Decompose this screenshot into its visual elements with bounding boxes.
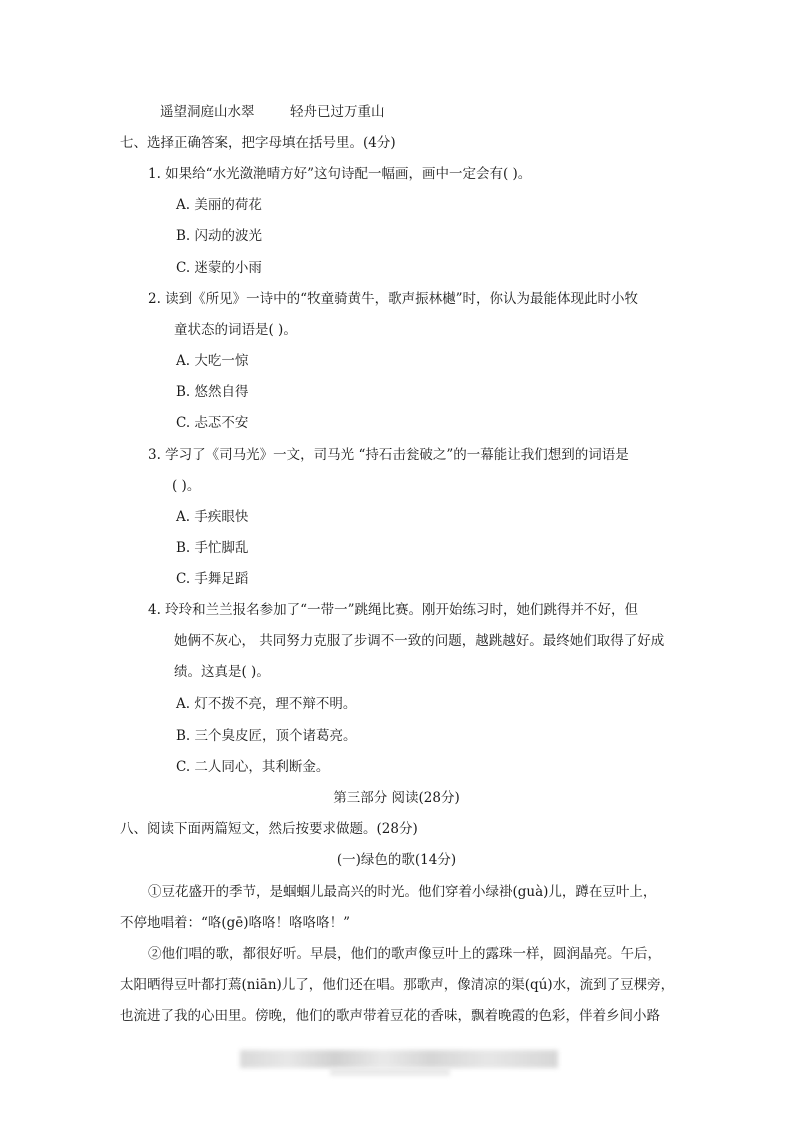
q1-stem: 1. 如果给“水光潋滟晴方好”这句诗配一幅画，画中一定会有( )。 [148, 166, 532, 182]
q1-option-a: A. 美丽的荷花 [176, 197, 262, 213]
q4-stem-line1: 4. 玲玲和兰兰报名参加了“一带一”跳绳比赛。刚开始练习时，她们跳得并不好，但 [148, 602, 638, 618]
paragraph1-line1: ①豆花盛开的季节，是蝈蝈儿最高兴的时光。他们穿着小绿褂(guà)儿，蹲在豆叶上， [148, 884, 657, 900]
section7-heading: 七、选择正确答案，把字母填在括号里。(4分) [120, 135, 396, 151]
passage-title: (一)绿色的歌(14分) [336, 852, 457, 868]
q4-stem-line3: 绩。这真是( )。 [174, 664, 270, 680]
q2-stem-line1: 2. 读到《所见》一诗中的“牧童骑黄牛，歌声振林樾”时，你认为最能体现此时小牧 [148, 291, 638, 307]
q3-stem-line2: ( )。 [172, 478, 201, 494]
q4-stem-line2: 她俩不灰心， 共同努力克服了步调不一致的问题，越跳越好。最终她们取得了好成 [174, 633, 665, 649]
q4-option-c: C. 二人同心，其利断金。 [176, 759, 330, 775]
poem-line-2: 轻舟已过万重山 [290, 104, 385, 120]
blurred-footer [240, 1050, 558, 1068]
paragraph1-line2: 不停地唱着：“咯(gē)咯咯！咯咯咯！” [120, 915, 350, 931]
paragraph2-line2: 太阳晒得豆叶都打蔫(niān)儿了，他们还在唱。那歌声，像清凉的渠(qú)水，流到了豆棵旁， [120, 977, 675, 993]
part3-title: 第三部分 阅读(28分) [333, 790, 460, 806]
q3-option-b: B. 手忙脚乱 [176, 540, 249, 556]
q4-option-a: A. 灯不拨不亮，理不辩不明。 [176, 696, 357, 712]
q2-stem-line2: 童状态的词语是( )。 [174, 322, 297, 338]
section8-heading: 八、阅读下面两篇短文，然后按要求做题。(28分) [120, 821, 418, 837]
q4-option-b: B. 三个臭皮匠，顶个诸葛亮。 [176, 728, 357, 744]
paragraph2-line3: 也流进了我的心田里。傍晚，他们的歌声带着豆花的香味，飘着晚霞的色彩，伴着乡间小路 [120, 1008, 660, 1024]
q2-option-a: A. 大吃一惊 [176, 353, 249, 369]
q3-option-a: A. 手疾眼快 [176, 509, 249, 525]
q3-stem-line1: 3. 学习了《司马光》一文，司马光 “持石击瓮破之”的一幕能让我们想到的词语是 [148, 447, 629, 463]
blurred-footer-sub [330, 1068, 450, 1076]
q1-option-b: B. 闪动的波光 [176, 228, 263, 244]
q2-option-c: C. 忐忑不安 [176, 415, 249, 431]
q2-option-b: B. 悠然自得 [176, 384, 249, 400]
q3-option-c: C. 手舞足蹈 [176, 571, 249, 587]
poem-line-1: 遥望洞庭山水翠 [160, 104, 255, 120]
paragraph2-line1: ②他们唱的歌，都很好听。早晨，他们的歌声像豆叶上的露珠一样，圆润晶亮。午后， [148, 946, 661, 962]
q1-option-c: C. 迷蒙的小雨 [176, 260, 262, 276]
